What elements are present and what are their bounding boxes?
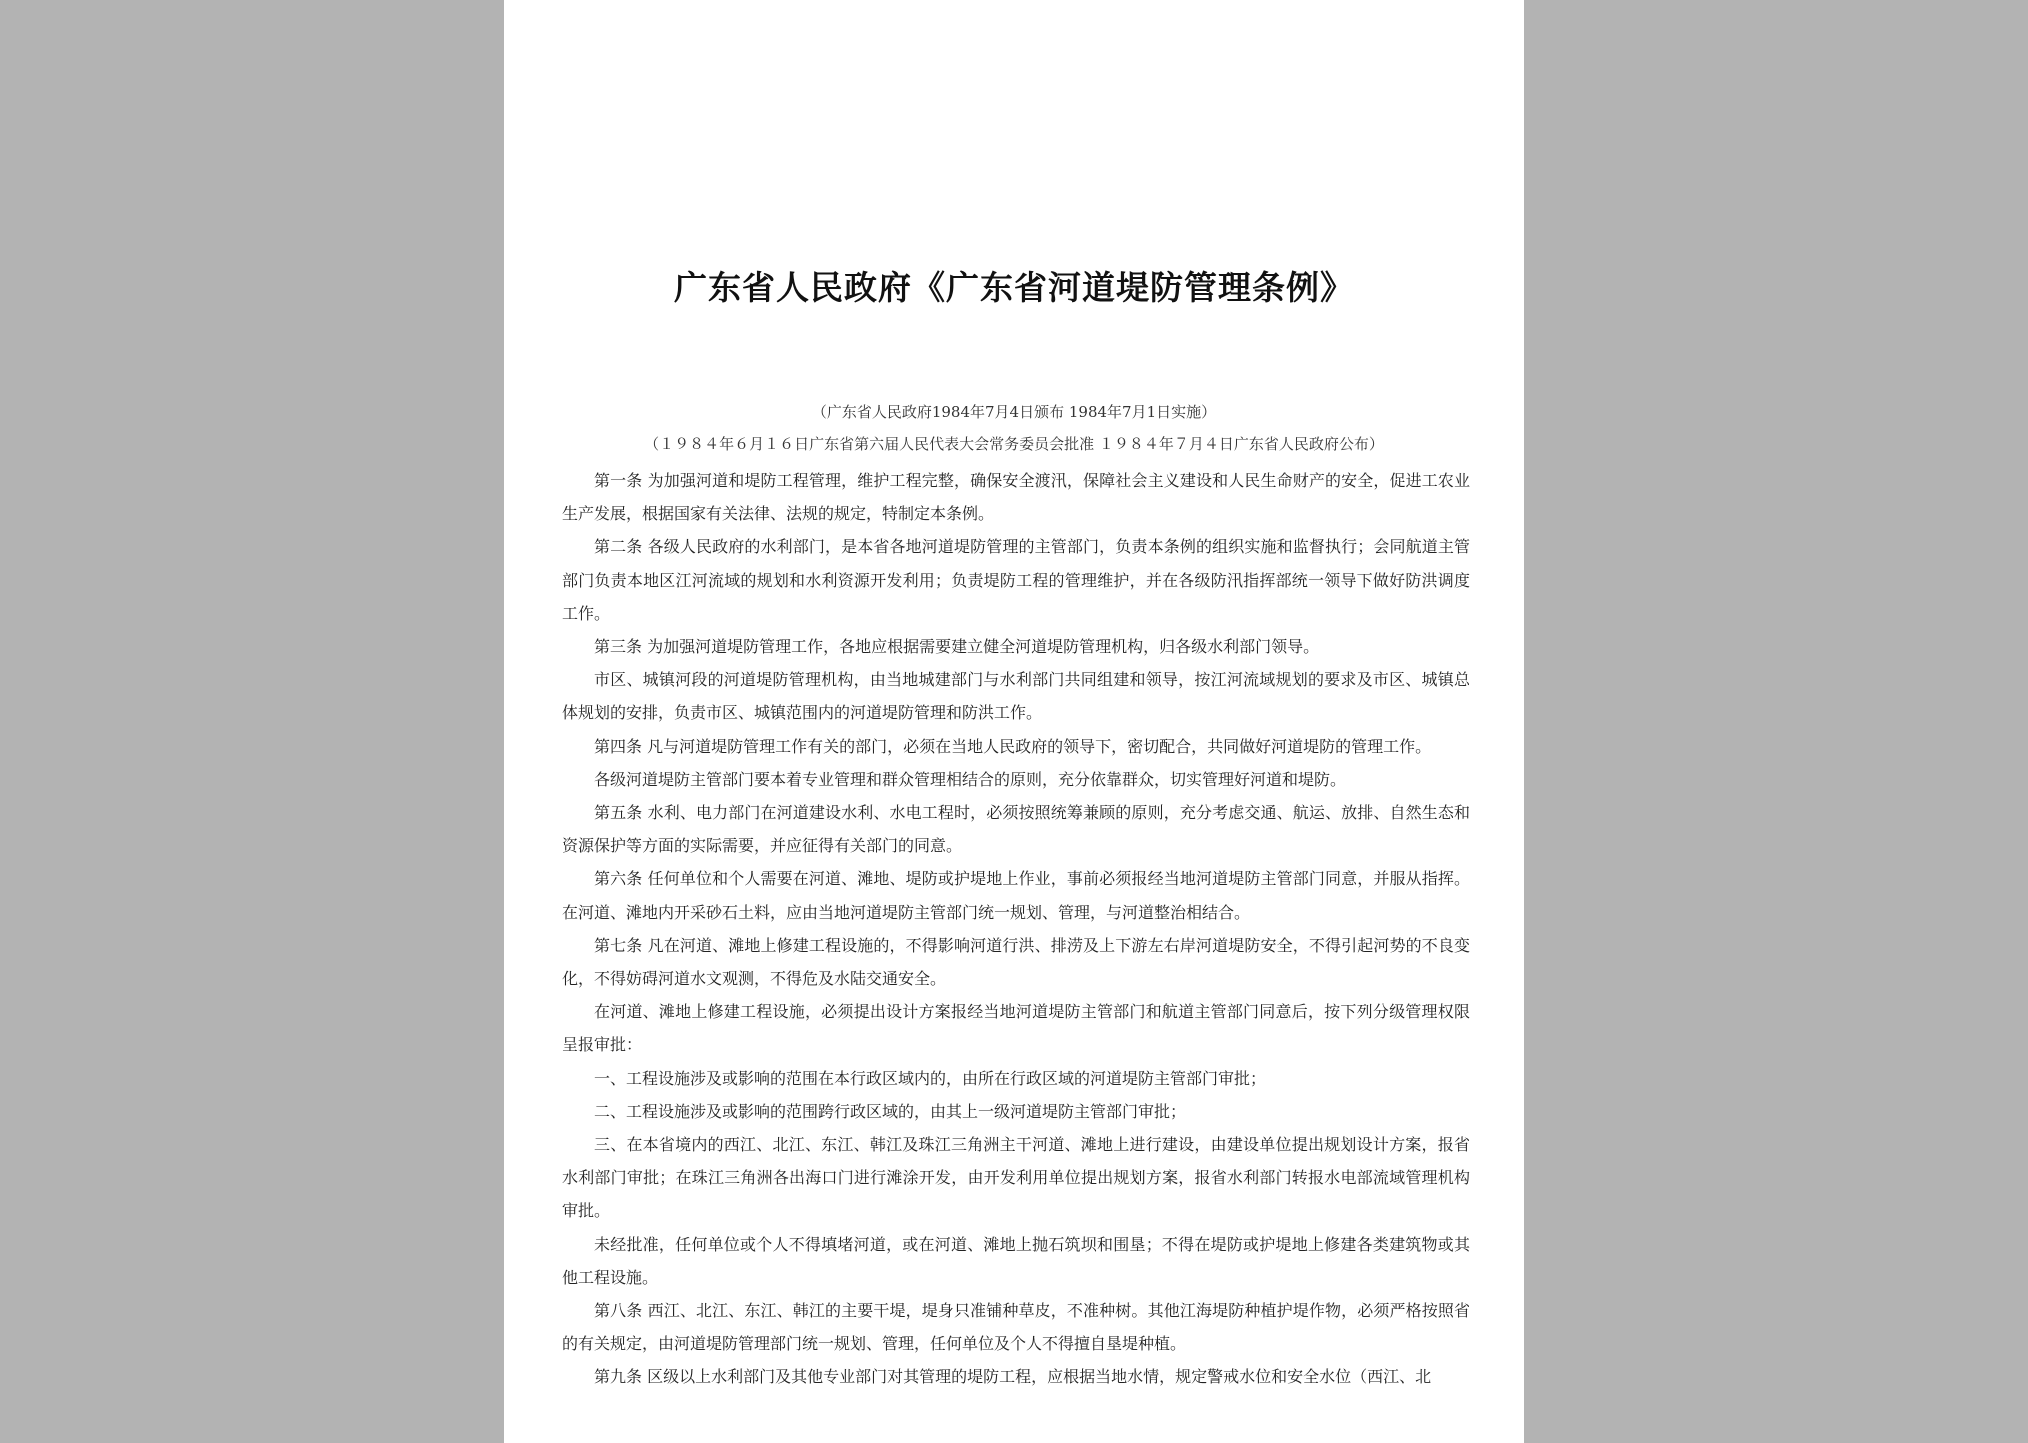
document-page (504, 0, 1524, 1443)
paragraph: 三、在本省境内的西江、北江、东江、韩江及珠江三角洲主干河道、滩地上进行建设，由建设单位提出规划设计方案，报省水利部门审批；在珠江三角洲各出海口门进行滩涂开发，由开发利用单位提出规划方案，报省水利部门转报水电部流域管理机构审批。 (562, 1135, 1470, 1221)
paragraph: 市区、城镇河段的河道堤防管理机构，由当地城建部门与水利部门共同组建和领导，按江河流域规划的要求及市区、城镇总体规划的安排，负责市区、城镇范围内的河道堤防管理和防洪工作。 (562, 670, 1470, 723)
document-body (562, 464, 1470, 1394)
document-title: 广东省人民政府《广东省河道堤防管理条例》 (674, 268, 1354, 307)
paragraph: 未经批准，任何单位或个人不得填堵河道，或在河道、滩地上抛石筑坝和围垦；不得在堤防或护堤地上修建各类建筑物或其他工程设施。 (562, 1234, 1470, 1287)
paragraph: 第八条 西江、北江、东江、韩江的主要干堤，堤身只准铺种草皮，不准种树。其他江海堤防种植护堤作物，必须严格按照省的有关规定，由河道堤防管理部门统一规划、管理，任何单位及个人不得擅自垦堤种植。 (562, 1301, 1470, 1354)
paragraph: 第四条 凡与河道堤防管理工作有关的部门，必须在当地人民政府的领导下，密切配合，共同做好河道堤防的管理工作。 (594, 736, 1432, 756)
paragraph: 一、工程设施涉及或影响的范围在本行政区域内的，由所在行政区域的河道堤防主管部门审批； (594, 1068, 1267, 1088)
paragraph: 在河道、滩地上修建工程设施，必须提出设计方案报经当地河道堤防主管部门和航道主管部门同意后，按下列分级管理权限呈报审批： (562, 1002, 1470, 1055)
paragraph: 第七条 凡在河道、滩地上修建工程设施的，不得影响河道行洪、排涝及上下游左右岸河道堤防安全，不得引起河势的不良变化，不得妨碍河道水文观测，不得危及水陆交通安全。 (562, 935, 1470, 989)
paragraph: 二、工程设施涉及或影响的范围跨行政区域的，由其上一级河道堤防主管部门审批； (594, 1101, 1187, 1121)
issue-date-line: （广东省人民政府1984年7月4日颁布 1984年7月1日实施） (811, 403, 1217, 421)
paragraph: 第六条 任何单位和个人需要在河道、滩地、堤防或护堤地上作业，事前必须报经当地河道堤防主管部门同意，并服从指挥。在河道、滩地内开采砂石土料，应由当地河道堤防主管部门统一规划、管理，与河道整治相结合。 (562, 869, 1470, 922)
paragraph: 第三条 为加强河道堤防管理工作，各地应根据需要建立健全河道堤防管理机构，归各级水利部门领导。 (594, 637, 1320, 657)
paragraph: 第五条 水利、电力部门在河道建设水利、水电工程时，必须按照统筹兼顾的原则，充分考虑交通、航运、放排、自然生态和资源保护等方面的实际需要，并应征得有关部门的同意。 (562, 803, 1470, 856)
approval-line: （１９８４年６月１６日广东省第六届人民代表大会常务委员会批准 １９８４年７月４日广东省人民政府公布） (644, 435, 1384, 453)
paragraph: 第九条 区级以上水利部门及其他专业部门对其管理的堤防工程，应根据当地水情，规定警戒水位和安全水位（西江、北 (594, 1367, 1432, 1387)
paragraph: 第一条 为加强河道和堤防工程管理，维护工程完整，确保安全渡汛，保障社会主义建设和人民生命财产的安全，促进工农业生产发展，根据国家有关法律、法规的规定，特制定本条例。 (562, 471, 1470, 524)
paragraph: 各级河道堤防主管部门要本着专业管理和群众管理相结合的原则，充分依靠群众，切实管理好河道和堤防。 (594, 769, 1347, 789)
paragraph: 第二条 各级人民政府的水利部门，是本省各地河道堤防管理的主管部门，负责本条例的组织实施和监督执行；会同航道主管部门负责本地区江河流域的规划和水利资源开发利用；负责堤防工程的管理维护，并在各级防汛指挥部统一领导下做好防洪调度工作。 (562, 537, 1470, 623)
